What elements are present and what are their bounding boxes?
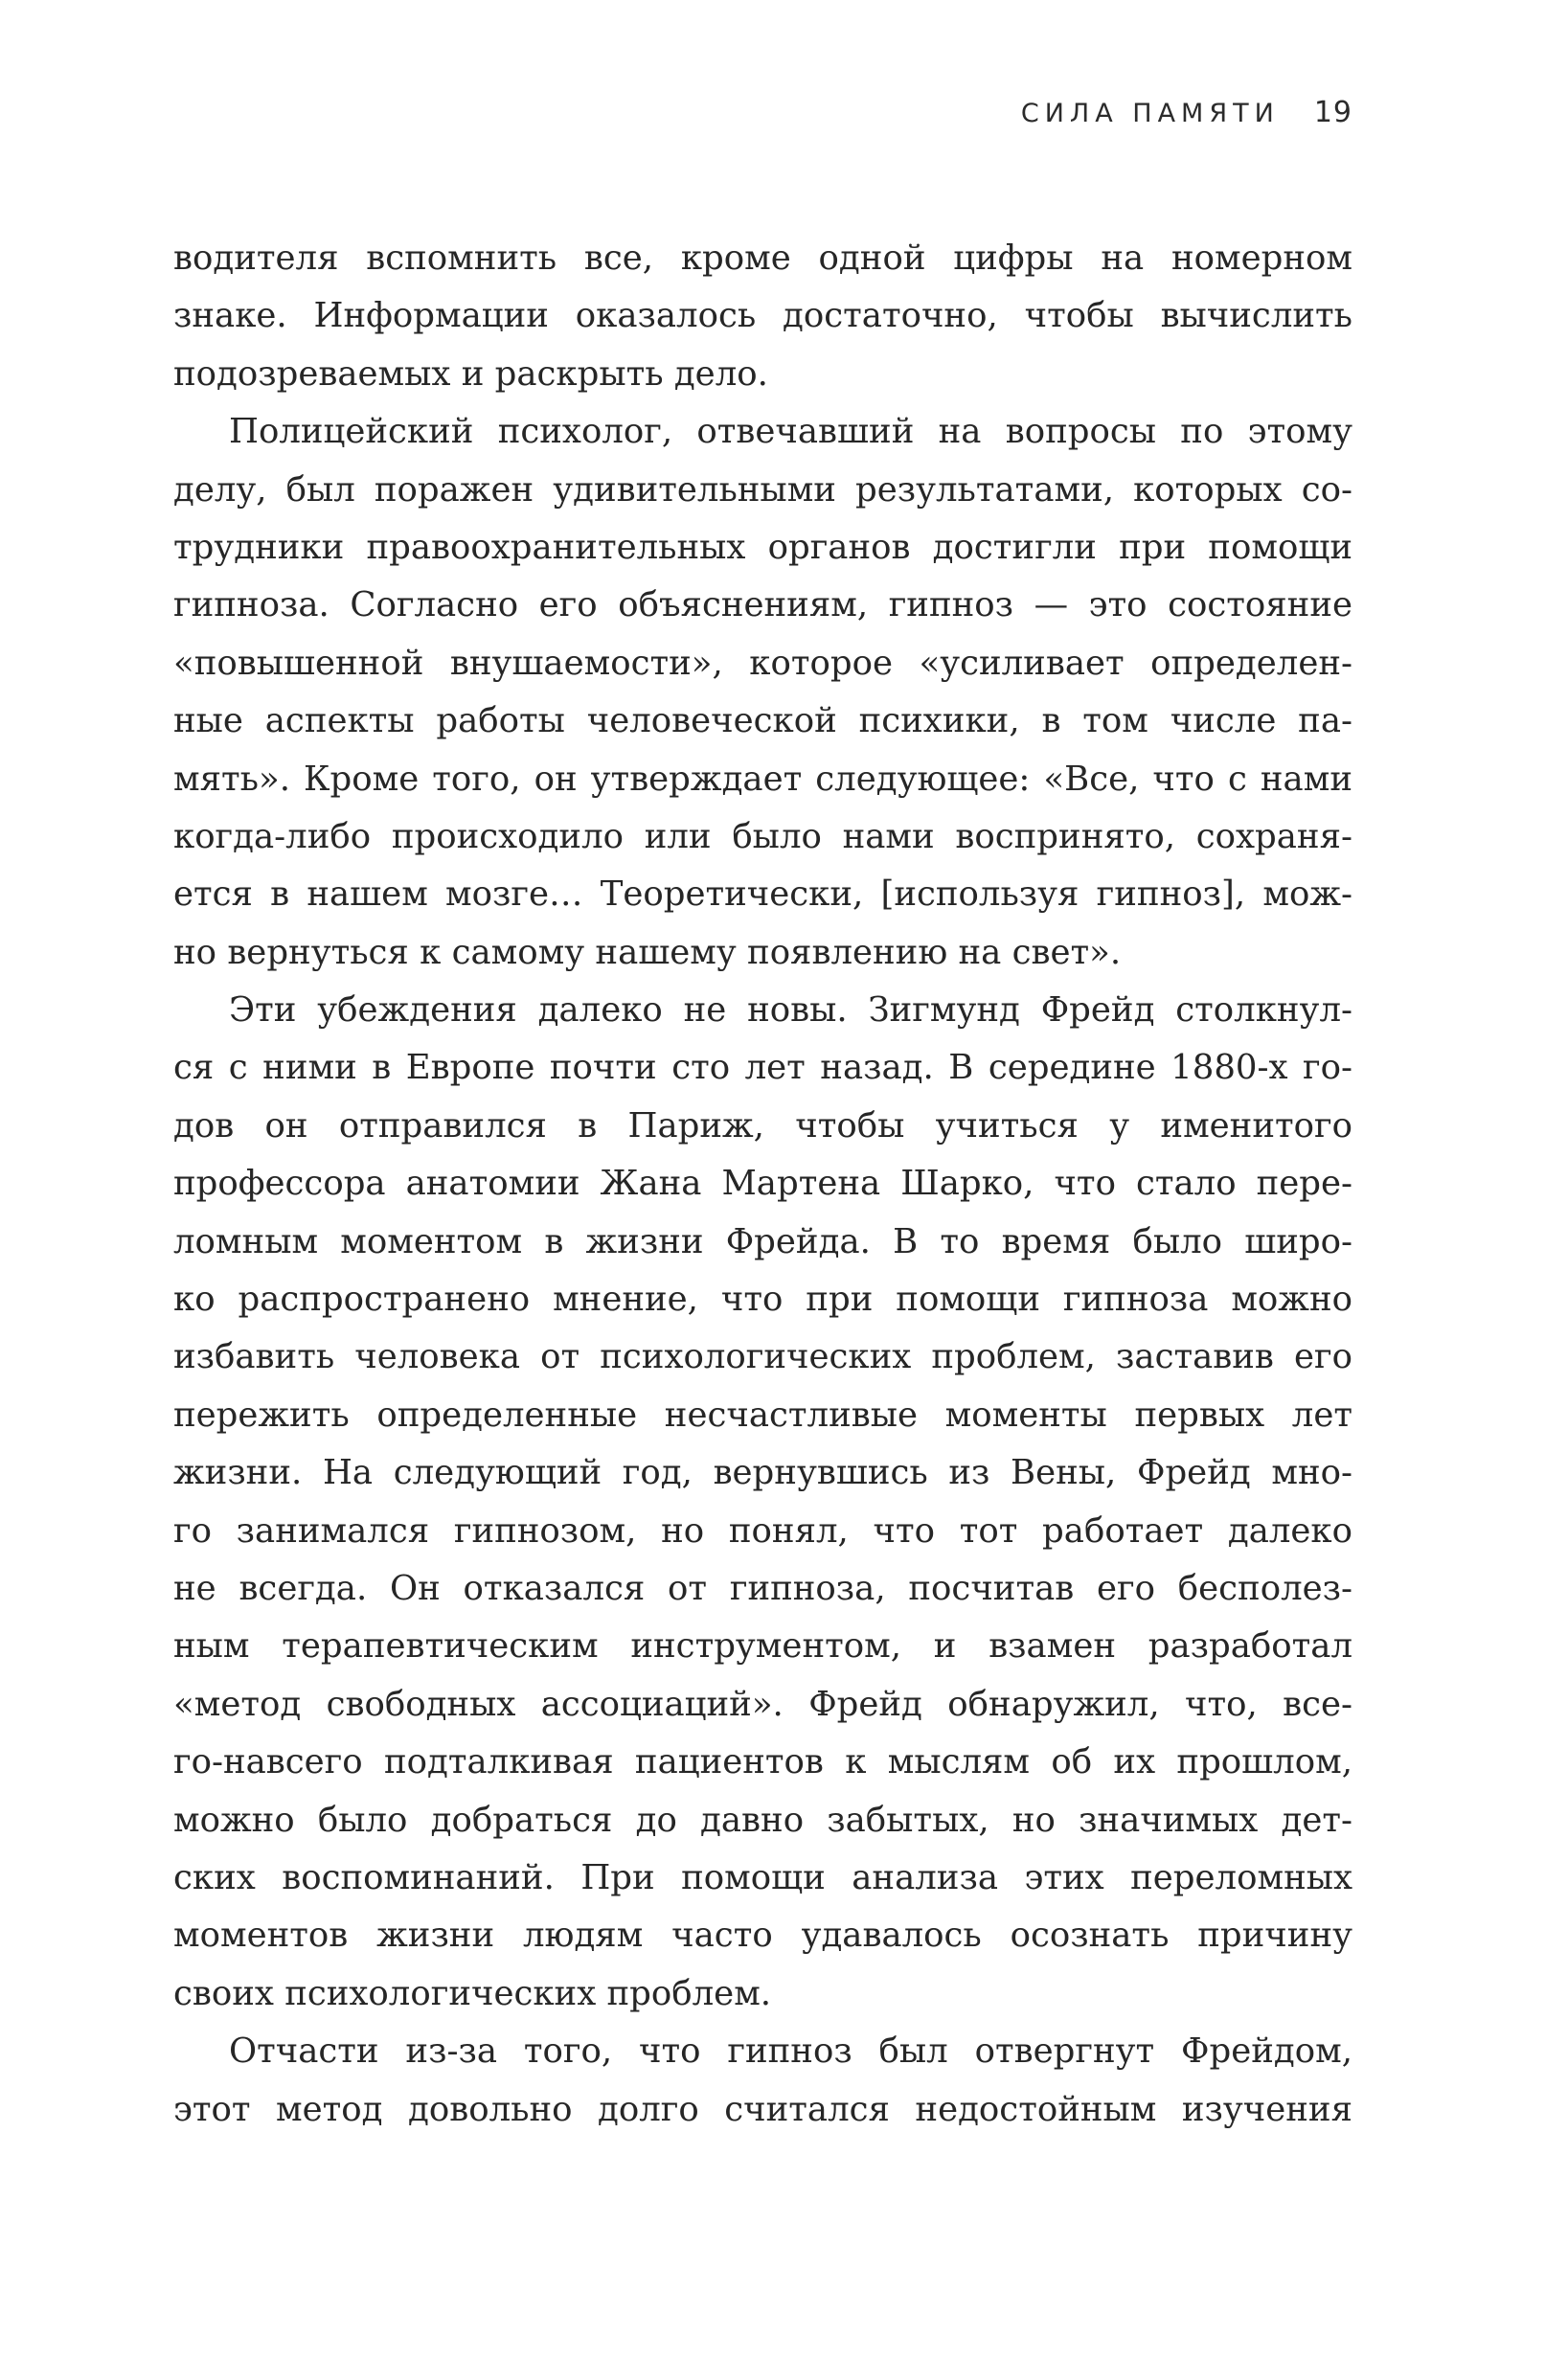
text-line: трудники правоохранительных органов достигли при помощи	[173, 527, 1352, 567]
text-line: Отчасти из-за того, что гипноз был отвергнут Фрейдом,	[229, 2031, 1352, 2072]
text-line: не всегда. Он отказался от гипноза, посчитав его бесполез-	[173, 1568, 1352, 1608]
text-line: ется в нашем мозге… Теоретически, [используя гипноз], мож-	[173, 874, 1352, 915]
text-line: пережить определенные несчастливые моменты первых лет	[173, 1395, 1352, 1435]
text-line: ломным моментом в жизни Фрейда. В то время было широ-	[173, 1221, 1352, 1261]
text-line: «повышенной внушаемости», которое «усиливает определен-	[173, 643, 1352, 683]
text-line: Эти убеждения далеко не новы. Зигмунд Фрейд столкнул-	[229, 990, 1352, 1031]
running-header	[1021, 96, 1352, 129]
text-line: когда-либо происходило или было нами воспринято, сохраня-	[173, 816, 1352, 856]
text-line: го-навсего подталкивая пациентов к мыслям об их прошлом,	[173, 1742, 1352, 1782]
text-line: но вернуться к самому нашему появлению на свет».	[173, 932, 1122, 972]
text-line: ные аспекты работы человеческой психики, в том числе па-	[173, 701, 1352, 741]
body-text	[173, 230, 1352, 2139]
text-line: делу, был поражен удивительными результатами, которых со-	[173, 469, 1352, 510]
text-line: ко распространено мнение, что при помощи гипноза можно	[173, 1280, 1352, 1320]
text-line: мять». Кроме того, он утверждает следующее: «Все, что с нами	[173, 759, 1352, 799]
text-line: профессора анатомии Жана Мартена Шарко, что стало пере-	[173, 1164, 1352, 1204]
paragraph	[173, 403, 1352, 982]
text-line: знаке. Информации оказалось достаточно, чтобы вычислить	[173, 296, 1352, 336]
text-line: Полицейский психолог, отвечавший на вопросы по этому	[229, 412, 1352, 452]
text-line: моментов жизни людям часто удавалось осознать причину	[173, 1916, 1352, 1956]
paragraph	[173, 230, 1352, 403]
page-number: 19	[1313, 96, 1352, 129]
paragraph	[173, 2023, 1352, 2139]
text-line: ских воспоминаний. При помощи анализа этих переломных	[173, 1857, 1352, 1897]
text-line: этот метод довольно долго считался недостойным изучения	[173, 2089, 1352, 2129]
text-line: водителя вспомнить все, кроме одной цифры на номерном	[173, 238, 1352, 278]
running-title: СИЛА ПАМЯТИ	[1020, 99, 1280, 128]
text-line: го занимался гипнозом, но понял, что тот работает далеко	[173, 1510, 1352, 1551]
text-line: подозреваемых и раскрыть дело.	[173, 353, 768, 394]
text-line: гипноза. Согласно его объяснениям, гипноз — это состояние	[173, 585, 1352, 625]
text-line: ся с ними в Европе почти сто лет назад. В середине 1880-х го-	[173, 1048, 1352, 1088]
text-line: своих психологических проблем.	[173, 1973, 772, 2013]
text-line: избавить человека от психологических проблем, заставив его	[173, 1337, 1352, 1377]
text-line: дов он отправился в Париж, чтобы учиться у именитого	[173, 1105, 1352, 1146]
text-line: жизни. На следующий год, вернувшись из Вены, Фрейд мно-	[173, 1453, 1352, 1493]
text-line: «метод свободных ассоциаций». Фрейд обнаружил, что, все-	[173, 1684, 1352, 1724]
text-line: ным терапевтическим инструментом, и взамен разработал	[173, 1626, 1352, 1667]
paragraph	[173, 982, 1352, 2023]
text-line: можно было добраться до давно забытых, но значимых дет-	[173, 1800, 1352, 1840]
